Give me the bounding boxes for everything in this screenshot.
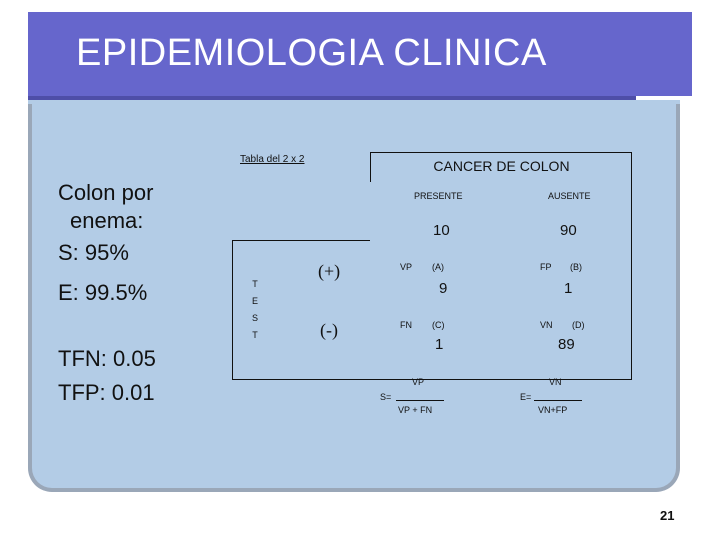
test-letter: T <box>252 330 258 340</box>
row-positive: (+) <box>318 261 341 281</box>
cell-a-label: (A) <box>432 262 444 272</box>
cell-fp-label: FP <box>540 262 552 272</box>
table-header: CANCER DE COLON <box>370 152 632 182</box>
summary-sensitivity: S: 95% <box>58 240 129 265</box>
row-negative: (-) <box>320 320 338 340</box>
summary-line-2: enema: <box>70 208 144 233</box>
formula-s-prefix: S= <box>380 392 392 402</box>
formula-e-numerator: VN <box>549 377 562 387</box>
summary-tfn: TFN: 0.05 <box>58 346 156 371</box>
cell-d-value: 89 <box>558 336 575 353</box>
cell-b-label: (B) <box>570 262 582 272</box>
cell-a-value: 9 <box>439 280 448 297</box>
total-presente: 10 <box>433 222 450 239</box>
formula-e-fraction-bar <box>534 400 582 401</box>
cell-vp-label: VP <box>400 262 413 272</box>
formula-e-prefix: E= <box>520 392 532 402</box>
summary-specificity: E: 99.5% <box>58 280 148 305</box>
cell-fn-label: FN <box>400 320 412 330</box>
total-ausente: 90 <box>560 222 577 239</box>
cell-d-label: (D) <box>572 320 585 330</box>
test-letter: S <box>251 313 258 323</box>
formula-e-denominator: VN+FP <box>538 405 568 415</box>
test-letter: T <box>252 279 258 289</box>
cell-b-value: 1 <box>564 280 573 297</box>
col-header-ausente: AUSENTE <box>548 191 591 201</box>
formula-s-denominator: VP + FN <box>398 405 433 415</box>
formula-s-numerator: VP <box>412 377 425 387</box>
summary-tfp: TFP: 0.01 <box>58 380 155 405</box>
slide-title: EPIDEMIOLOGIA CLINICA <box>76 32 547 74</box>
table-caption: Tabla del 2 x 2 <box>240 154 305 165</box>
col-header-presente: PRESENTE <box>414 191 463 201</box>
cell-c-label: (C) <box>432 320 445 330</box>
test-letter: E <box>251 296 258 306</box>
test-label <box>250 276 260 344</box>
summary-line-1: Colon por <box>58 180 154 205</box>
formula-s-fraction-bar <box>396 400 444 401</box>
cell-c-value: 1 <box>435 336 444 353</box>
page-number: 21 <box>660 508 675 523</box>
cell-vn-label: VN <box>540 320 553 330</box>
